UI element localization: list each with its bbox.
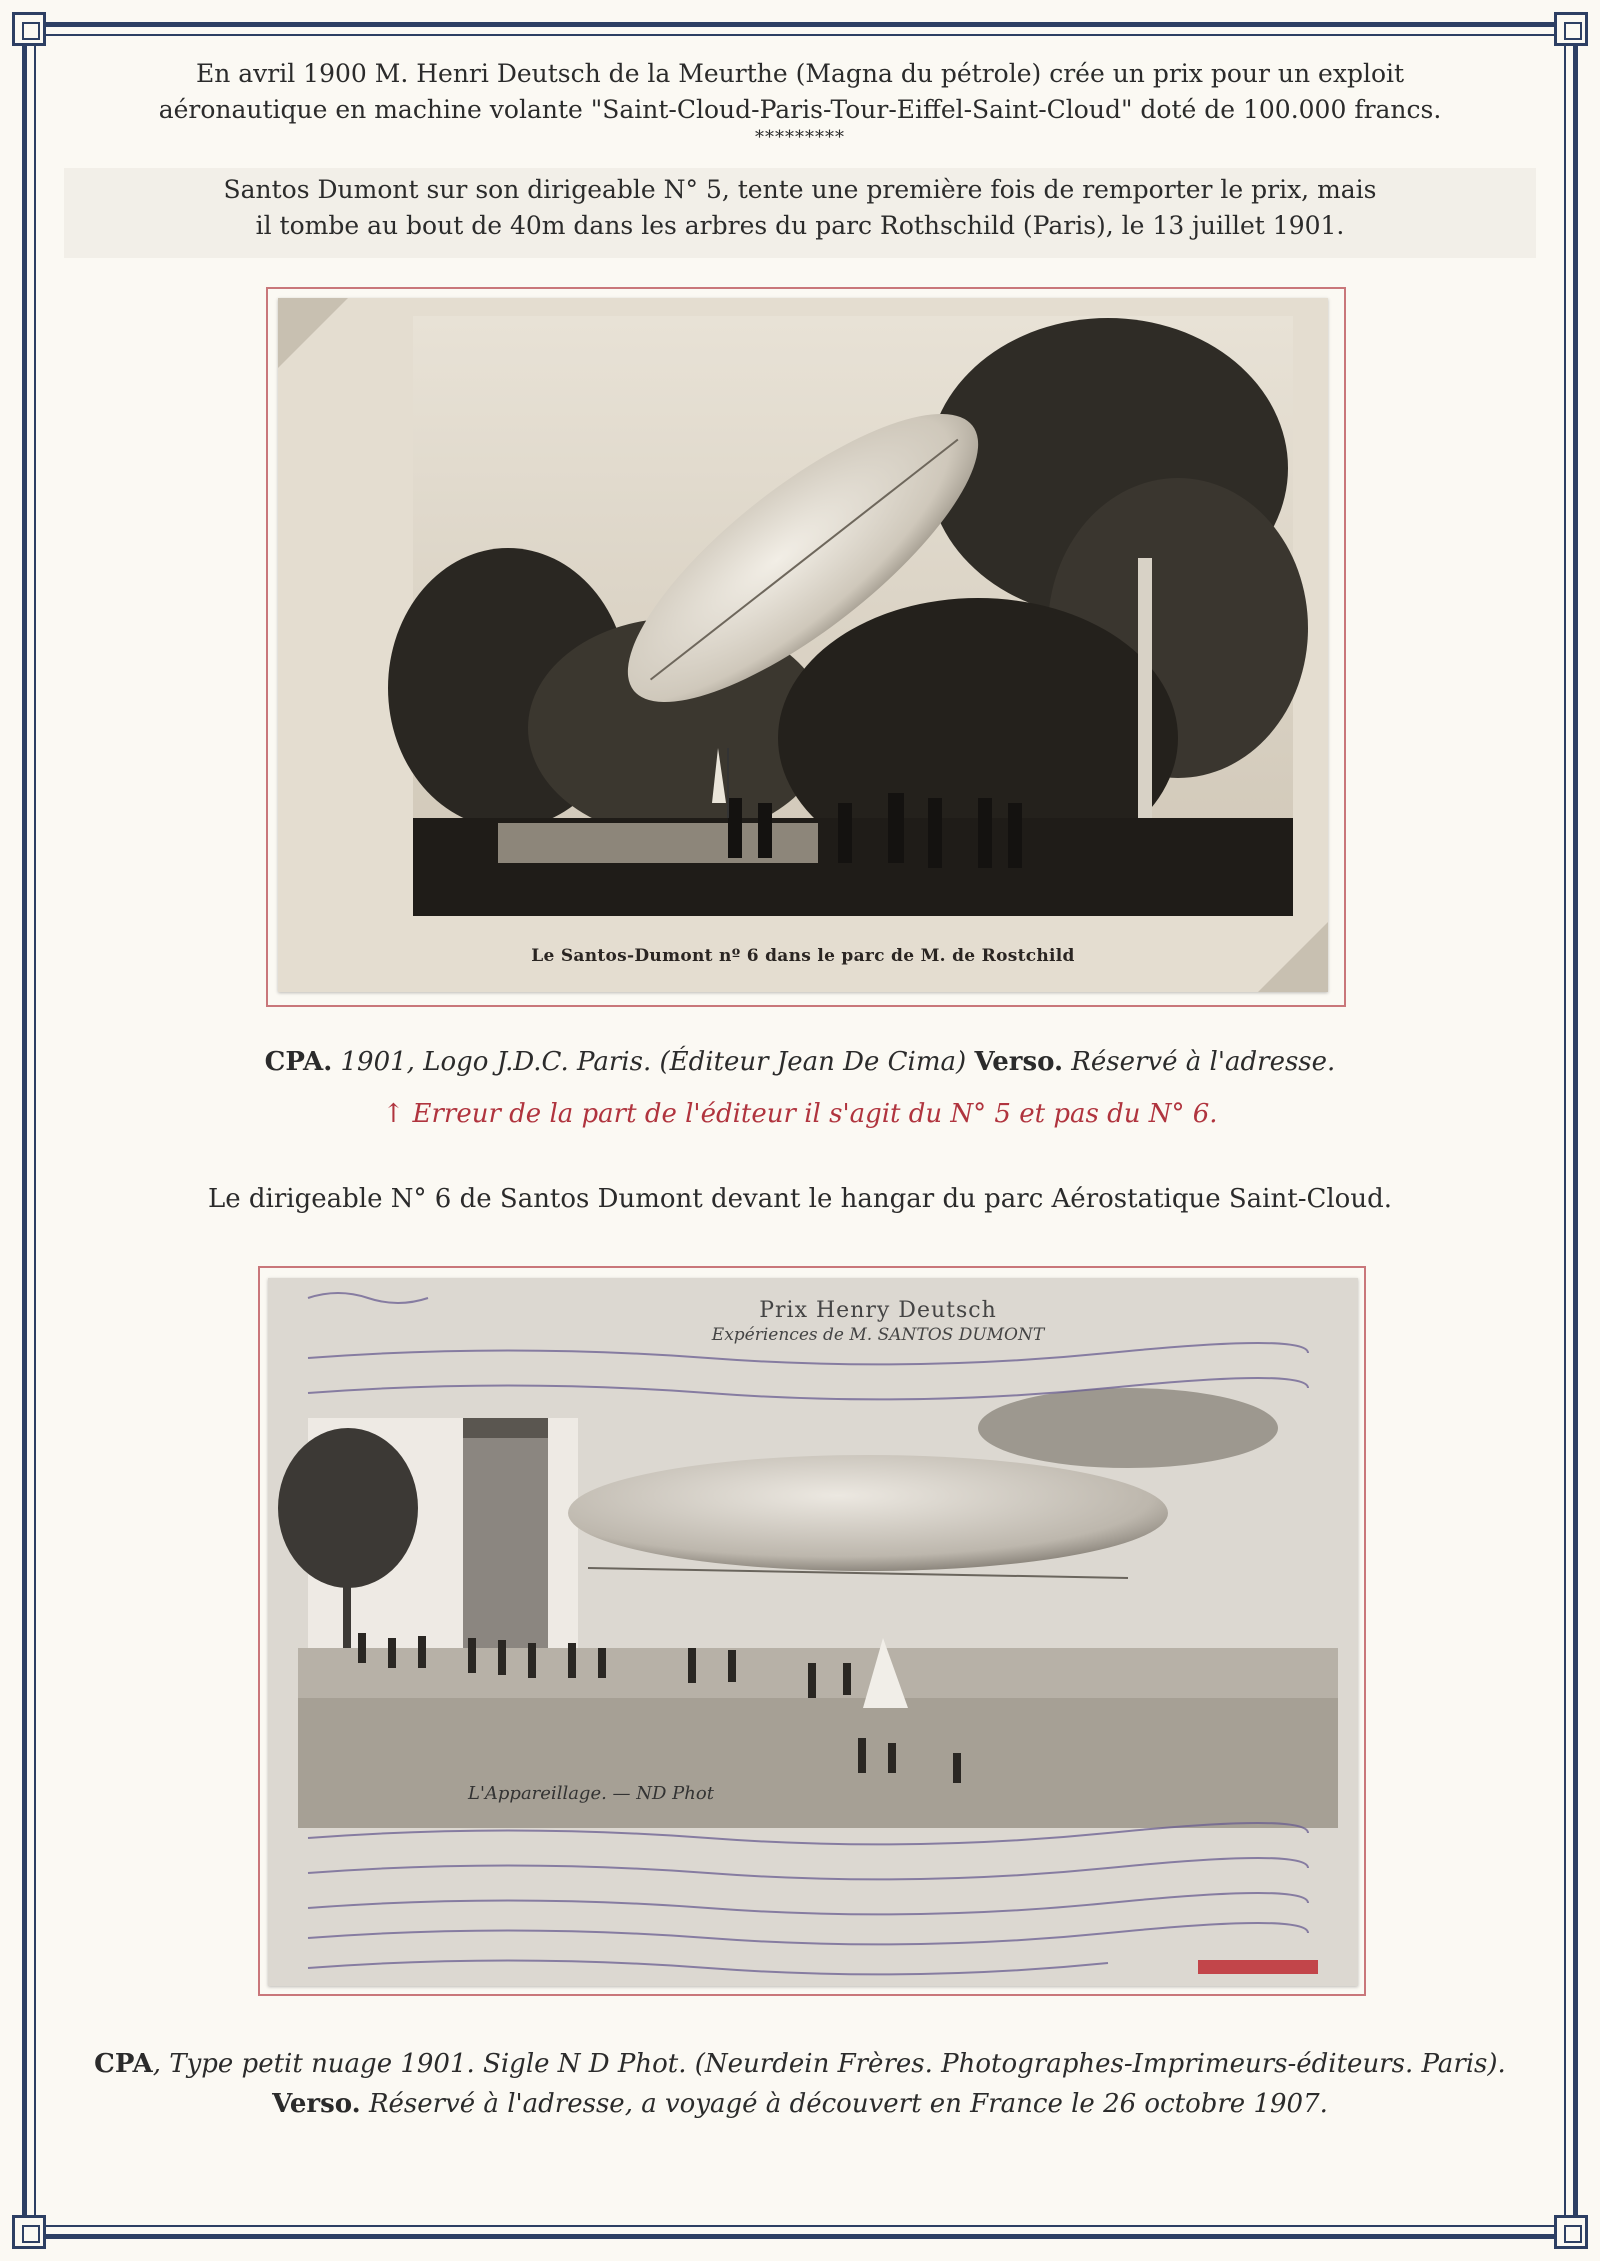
postcard-2-caption: L'Appareillage. — ND Phot xyxy=(468,1783,714,1804)
intro-paragraph xyxy=(60,56,1540,128)
cpa-label: CPA xyxy=(94,2049,153,2079)
corner-ornament xyxy=(12,12,46,46)
note-text: Erreur de la part de l'éditeur il s'agit du N° 5 et pas du N° 6. xyxy=(404,1099,1218,1129)
postcard-2-subtitle: Expériences de M. SANTOS DUMONT xyxy=(711,1325,1045,1345)
para2-line-1: Santos Dumont sur son dirigeable N° 5, tente une première fois de remporter le prix, mais xyxy=(223,175,1377,204)
caption2-text: , Type petit nuage 1901. Sigle N D Phot. (Neurdein Frères. Photographes-Imprimeurs-éditeurs. Paris). xyxy=(152,2049,1506,2079)
postcard-2 xyxy=(268,1278,1358,1986)
postcard-1-description xyxy=(60,1043,1540,1081)
verso-label: Verso. xyxy=(974,1047,1064,1077)
postcard-1 xyxy=(278,298,1328,992)
postcard-1-caption: Le Santos-Dumont nº 6 dans le parc de M. de Rostchild xyxy=(531,946,1075,966)
intro-line-2: aéronautique en machine volante "Saint-Cloud-Paris-Tour-Eiffel-Saint-Cloud" doté de 100.000 francs. xyxy=(158,95,1442,124)
intro-line-1: En avril 1900 M. Henri Deutsch de la Meurthe (Magna du pétrole) crée un prix pour un exploit xyxy=(195,59,1405,88)
separator-stars: ********* xyxy=(755,127,845,148)
cpa-label: CPA. xyxy=(264,1047,333,1077)
para2-line-2: il tombe au bout de 40m dans les arbres du parc Rothschild (Paris), le 13 juillet 1901. xyxy=(255,211,1345,240)
verso-label: Verso. xyxy=(272,2089,361,2119)
postcard-1-photo xyxy=(278,298,1328,992)
caption2-verso-text: Réservé à l'adresse, a voyagé à découvert en France le 26 octobre 1907. xyxy=(360,2089,1328,2119)
corner-ornament xyxy=(12,2215,46,2249)
santos-dumont-paragraph xyxy=(60,172,1540,244)
caption2-line-2 xyxy=(60,2084,1540,2124)
corner-ornament xyxy=(1554,2215,1588,2249)
arrow-up-icon: ↑ xyxy=(382,1099,405,1129)
postcard-2-title: Prix Henry Deutsch xyxy=(759,1298,997,1323)
caption2-line-1 xyxy=(60,2044,1540,2084)
postcard-2-description xyxy=(60,2044,1540,2124)
publisher-error-note xyxy=(60,1095,1540,1133)
caption1-text: 1901, Logo J.D.C. Paris. (Éditeur Jean De Cima) xyxy=(332,1047,975,1077)
caption1-verso-text: Réservé à l'adresse. xyxy=(1063,1047,1336,1077)
postcard-2-photo xyxy=(268,1278,1358,1986)
dirigeable-n6-paragraph: Le dirigeable N° 6 de Santos Dumont devant le hangar du parc Aérostatique Saint-Cloud. xyxy=(208,1184,1392,1214)
corner-ornament xyxy=(1554,12,1588,46)
